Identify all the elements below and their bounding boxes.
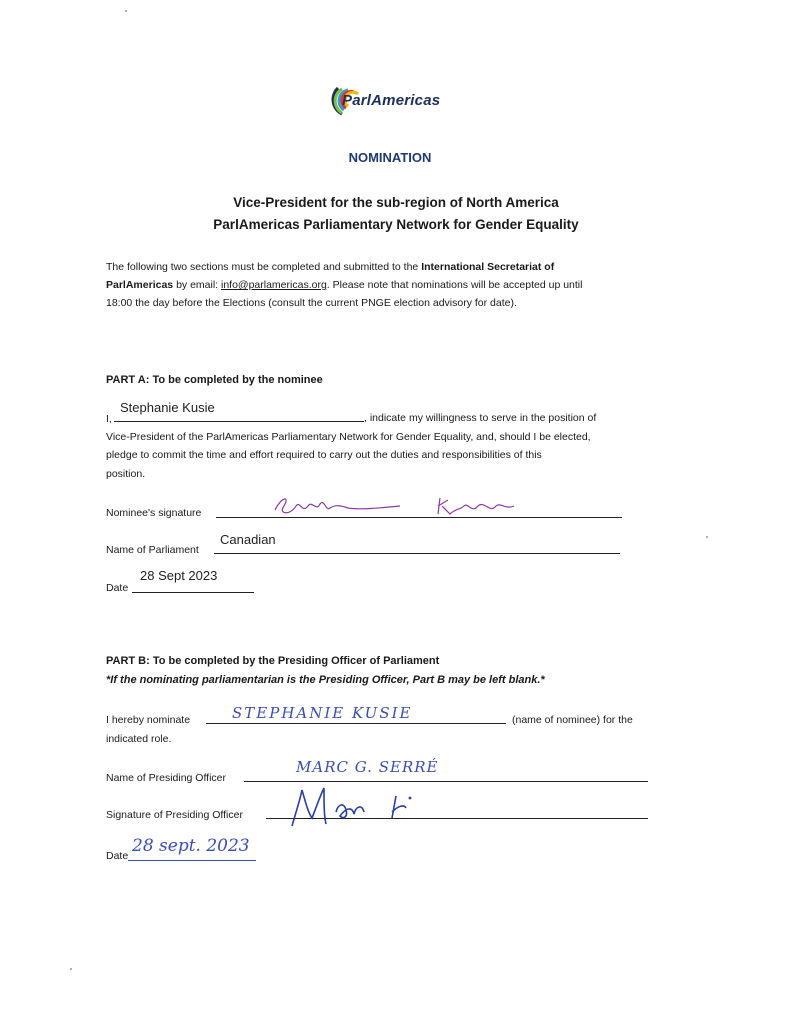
page-heading: NOMINATION	[348, 150, 432, 165]
nominee-name-value: Stephanie Kusie	[120, 400, 215, 415]
part-a-date-line	[132, 592, 254, 593]
intro-deadline-text: . Please note that nominations will be accepted up until	[326, 279, 583, 291]
part-b-date-line	[128, 860, 256, 861]
intro-bold-org: ParlAmericas	[106, 279, 174, 291]
logo-text: ParlAmericas	[342, 92, 441, 109]
scan-speck	[125, 10, 127, 12]
scan-speck	[70, 968, 72, 970]
presiding-signature-image	[286, 782, 446, 830]
intro-bold-text: International Secretariat of	[421, 261, 555, 273]
nominee-name-line	[114, 421, 364, 422]
intro-email-prefix: by email:	[176, 279, 219, 291]
part-a-line-4: position.	[106, 468, 146, 480]
document-title-line-1: Vice-President for the sub-region of North America	[233, 195, 559, 210]
part-a-line-1-rest: , indicate my willingness to serve in the position of	[364, 412, 597, 424]
part-a-date-label: Date	[106, 582, 129, 594]
part-a-line-3: pledge to commit the time and effort required to carry out the duties and responsibilities of this	[106, 449, 542, 461]
nominee-signature-image	[270, 492, 530, 522]
nominee-line	[206, 723, 506, 724]
part-b-date-handwritten: 28 sept. 2023	[132, 836, 250, 856]
indicated-role-text: indicated role.	[106, 733, 172, 745]
parliament-label: Name of Parliament	[106, 544, 199, 556]
parliament-value: Canadian	[220, 532, 276, 547]
nominee-signature-label: Nominee's signature	[106, 507, 202, 519]
part-b-date-label: Date	[106, 850, 129, 862]
nominee-suffix: (name of nominee) for the	[512, 714, 633, 726]
intro-line-3: 18:00 the day before the Elections (consult the current PNGE election advisory for date).	[106, 297, 517, 309]
intro-line-1	[106, 258, 706, 276]
part-a-i-prefix: I,	[106, 413, 112, 425]
intro-text: The following two sections must be completed and submitted to the	[106, 261, 419, 273]
part-a-date-value: 28 Sept 2023	[140, 568, 218, 583]
parliament-line	[214, 553, 620, 554]
email-link[interactable]: info@parlamericas.org	[221, 279, 327, 291]
scan-speck	[706, 536, 708, 538]
part-a-heading: PART A: To be completed by the nominee	[106, 374, 323, 386]
part-b-heading: PART B: To be completed by the Presiding Officer of Parliament	[106, 655, 440, 667]
presiding-officer-label: Name of Presiding Officer	[106, 772, 227, 784]
presiding-signature-label: Signature of Presiding Officer	[106, 809, 243, 821]
part-b-note: *If the nominating parliamentarian is the Presiding Officer, Part B may be left blank.*	[106, 674, 545, 686]
document-title-line-2: ParlAmericas Parliamentary Network for Gender Equality	[213, 217, 579, 232]
part-a-line-2: Vice-President of the ParlAmericas Parliamentary Network for Gender Equality, and, should I be elected,	[106, 431, 591, 443]
nominee-handwritten: STEPHANIE KUSIE	[232, 704, 413, 722]
presiding-officer-handwritten: MARC G. SERRÉ	[296, 758, 439, 776]
intro-line-2	[106, 276, 706, 294]
nominate-label: I hereby nominate	[106, 714, 191, 726]
